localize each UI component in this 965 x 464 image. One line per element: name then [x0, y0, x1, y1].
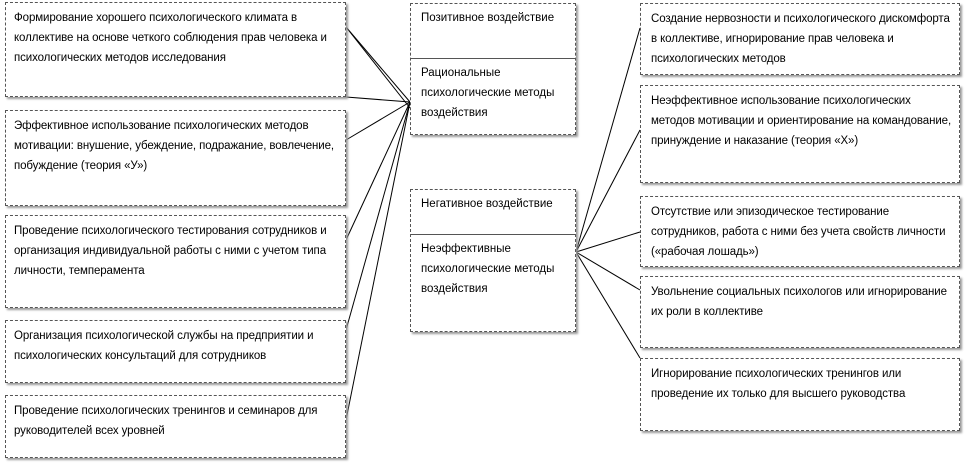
center-box-positive [410, 3, 576, 135]
left-box-text: Проведение психологического тестирования сотрудников и организация индивидуальной работы с ними с учетом типа личности, темперамента [14, 225, 327, 277]
connector-line [346, 27, 410, 102]
center-box-negative [410, 189, 576, 332]
connector-line [346, 102, 410, 140]
connector-line [576, 28, 640, 252]
right-box-2 [640, 85, 960, 183]
left-box-2 [5, 110, 346, 206]
connector-line [576, 252, 640, 290]
connector-line [346, 102, 410, 240]
left-box-4 [5, 320, 346, 383]
right-box-4 [640, 276, 960, 348]
center-box-subtitle: Рациональные психологические методы воздействия [421, 67, 555, 119]
left-box-text: Формирование хорошего психологического климата в коллективе на основе четкого соблюдения прав человека и психологических методов исследования [14, 12, 327, 64]
connector-line [576, 232, 640, 252]
connector-line [346, 27, 410, 108]
connector-line [576, 252, 640, 358]
right-box-3 [640, 196, 960, 267]
right-box-text: Игнорирование психологических тренингов или проведение их только для высшего руководства [651, 368, 906, 400]
right-box-text: Увольнение социальных психологов или игнорирование их роли в коллективе [651, 286, 947, 318]
center-box-title: Негативное воздействие [411, 190, 575, 235]
connector-line [346, 102, 410, 330]
connector-line [576, 130, 640, 252]
left-box-text: Организация психологической службы на предприятии и психологических консультаций для сотрудников [14, 330, 314, 362]
center-box-title: Позитивное воздействие [411, 4, 575, 59]
left-box-text: Эффективное использование психологических методов мотивации: внушение, убеждение, подражание, вовлечение, побуждение (теория «У») [14, 120, 335, 172]
right-box-text: Создание нервозности и психологического дискомфорта в коллективе, игнорирование прав человека и психологических методов [651, 13, 950, 65]
right-box-text: Неэффективное использование психологических методов мотивации и ориентирование на командование, принуждение и наказание (теория «Х») [651, 95, 952, 147]
center-box-subtitle: Неэффективные психологические методы воздействия [421, 243, 555, 295]
right-box-1 [640, 3, 960, 75]
left-box-5 [5, 395, 346, 458]
left-box-1 [5, 2, 346, 97]
left-box-text: Проведение психологических тренингов и семинаров для руководителей всех уровней [14, 405, 318, 437]
connector-line [346, 97, 410, 102]
right-box-5 [640, 358, 960, 431]
left-box-3 [5, 215, 346, 308]
connector-line [346, 102, 410, 420]
right-box-text: Отсутствие или эпизодическое тестирование сотрудников, работа с ними без учета свойств личности («рабочая лошадь») [651, 206, 946, 258]
